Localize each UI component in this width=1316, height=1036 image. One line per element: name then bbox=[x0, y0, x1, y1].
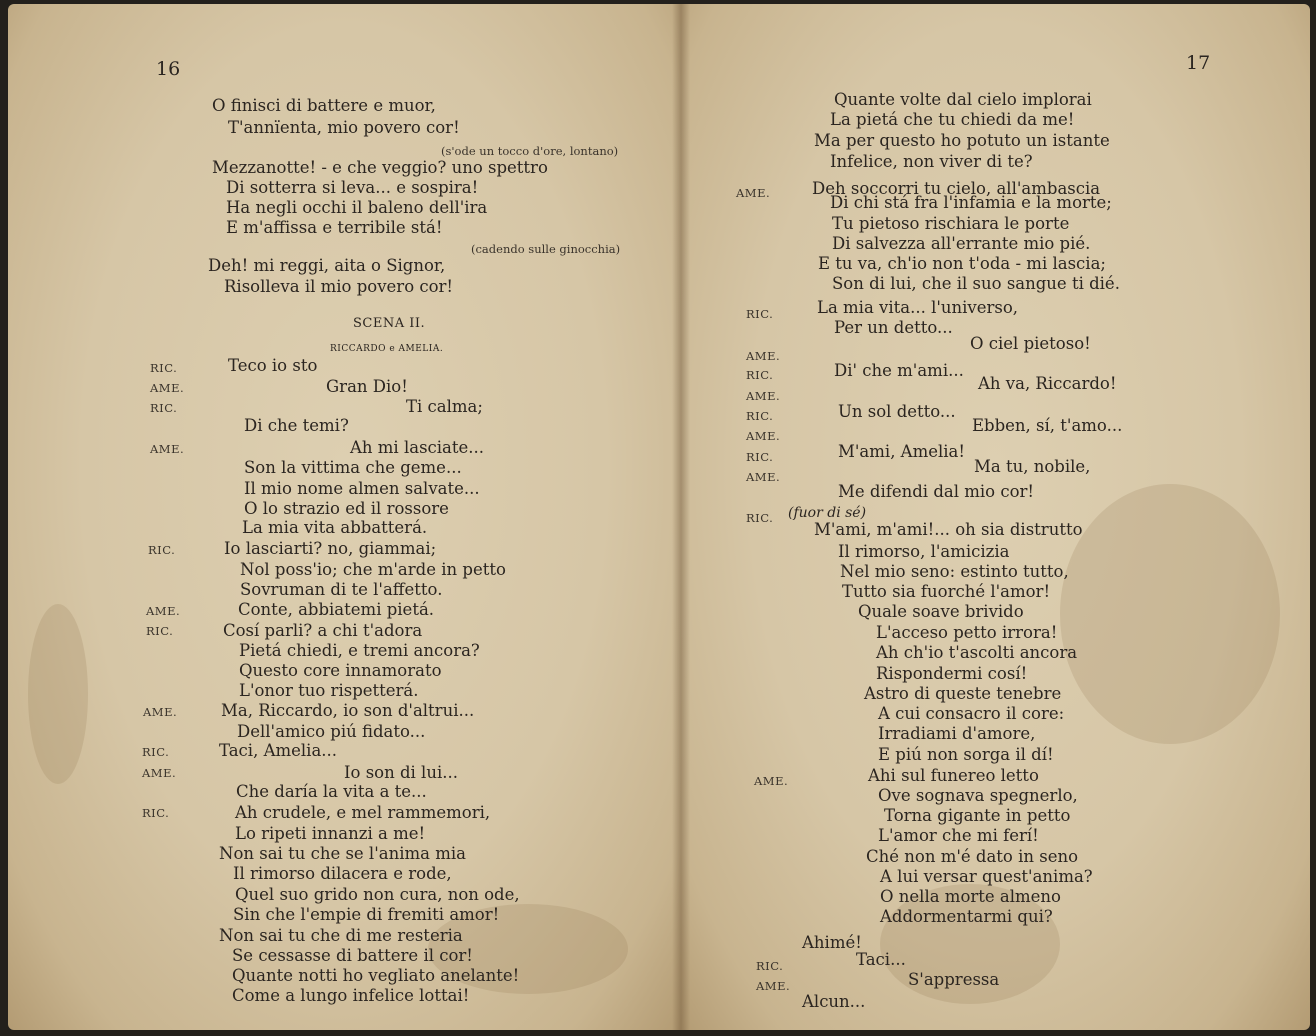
dialogue-line: Cosí parli? a chi t'adora bbox=[223, 621, 423, 640]
speaker-label: RIC. bbox=[142, 806, 170, 820]
dialogue-line: A cui consacro il core: bbox=[878, 704, 1065, 723]
dialogue-line: Ché non m'é dato in seno bbox=[866, 847, 1079, 866]
paper-stain bbox=[28, 604, 88, 784]
dialogue-line: Sin che l'empie di fremiti amor! bbox=[233, 905, 500, 924]
scene-characters: RICCARDO e AMELIA. bbox=[330, 344, 444, 354]
dialogue-line: La mia vita abbatterá. bbox=[242, 518, 428, 537]
dialogue-line: Irradiami d'amore, bbox=[878, 724, 1036, 743]
dialogue-line: Per un detto... bbox=[834, 318, 953, 337]
dialogue-line: Ebben, sí, t'amo... bbox=[972, 416, 1123, 435]
dialogue-line: Conte, abbiatemi pietá. bbox=[238, 600, 435, 619]
dialogue-line: Son la vittima che geme... bbox=[244, 458, 462, 477]
dialogue-line: Taci, Amelia... bbox=[219, 741, 338, 760]
speaker-label: AME. bbox=[142, 766, 177, 780]
dialogue-line: Ah ch'io t'ascolti ancora bbox=[876, 643, 1078, 662]
dialogue-line: Astro di queste tenebre bbox=[864, 684, 1062, 703]
speaker-label: RIC. bbox=[146, 624, 174, 638]
dialogue-line: Gran Dio! bbox=[326, 377, 408, 396]
speaker-label: RIC. bbox=[142, 745, 170, 759]
dialogue-line: Non sai tu che se l'anima mia bbox=[219, 844, 466, 863]
book-spine bbox=[672, 4, 690, 1030]
verse-line: E m'affissa e terribile stá! bbox=[226, 218, 443, 237]
speaker-label: RIC. bbox=[746, 511, 774, 525]
dialogue-line: E tu va, ch'io non t'oda - mi lascia; bbox=[818, 254, 1106, 273]
dialogue-line: Di chi stá fra l'infamia e la morte; bbox=[830, 193, 1112, 212]
dialogue-line: Se cessasse di battere il cor! bbox=[232, 946, 473, 965]
page-number: 17 bbox=[1186, 52, 1211, 74]
dialogue-line: Nol poss'io; che m'arde in petto bbox=[240, 560, 506, 579]
dialogue-line: Tu pietoso rischiara le porte bbox=[832, 214, 1070, 233]
stage-direction: (cadendo sulle ginocchia) bbox=[471, 242, 621, 256]
dialogue-line: Ove sognava spegnerlo, bbox=[878, 786, 1078, 805]
dialogue-line: Di salvezza all'errante mio pié. bbox=[832, 234, 1091, 253]
speaker-label: AME. bbox=[146, 604, 181, 618]
dialogue-line: Ma tu, nobile, bbox=[974, 457, 1091, 476]
dialogue-line: L'acceso petto irrora! bbox=[876, 623, 1058, 642]
dialogue-line: M'ami, Amelia! bbox=[838, 442, 966, 461]
dialogue-line: Non sai tu che di me resteria bbox=[219, 926, 463, 945]
speaker-label: AME. bbox=[736, 186, 771, 200]
dialogue-line: L'onor tuo rispetterá. bbox=[239, 681, 419, 700]
speaker-label: RIC. bbox=[746, 368, 774, 382]
dialogue-line: Sovruman di te l'affetto. bbox=[240, 580, 443, 599]
speaker-label: RIC. bbox=[746, 409, 774, 423]
dialogue-line: O lo strazio ed il rossore bbox=[244, 499, 449, 518]
dialogue-line: Quale soave brivido bbox=[858, 602, 1024, 621]
dialogue-line: S'appressa bbox=[908, 970, 1000, 989]
speaker-label: AME. bbox=[746, 470, 781, 484]
dialogue-line: Un sol detto... bbox=[838, 402, 956, 421]
verse-line: Ha negli occhi il baleno dell'ira bbox=[226, 198, 488, 217]
dialogue-line: O ciel pietoso! bbox=[970, 334, 1091, 353]
speaker-label: AME. bbox=[150, 442, 185, 456]
speaker-label: RIC. bbox=[148, 543, 176, 557]
speaker-label: RIC. bbox=[746, 450, 774, 464]
dialogue-line: O nella morte almeno bbox=[880, 887, 1061, 906]
paper-stain bbox=[1060, 484, 1280, 744]
dialogue-line: Dell'amico piú fidato... bbox=[237, 722, 426, 741]
dialogue-line: Alcun... bbox=[802, 992, 866, 1011]
dialogue-line: Rispondermi cosí! bbox=[876, 664, 1028, 683]
dialogue-line: Ahi sul funereo letto bbox=[868, 766, 1039, 785]
stage-direction: (s'ode un tocco d'ore, lontano) bbox=[441, 144, 619, 158]
dialogue-line: Il rimorso dilacera e rode, bbox=[233, 864, 452, 883]
dialogue-line: La pietá che tu chiedi da me! bbox=[830, 110, 1075, 129]
dialogue-line: Ah va, Riccardo! bbox=[978, 374, 1117, 393]
dialogue-line: Quante volte dal cielo implorai bbox=[834, 90, 1092, 109]
speaker-label: RIC. bbox=[150, 401, 178, 415]
dialogue-line: Ahimé! bbox=[802, 933, 862, 952]
speaker-label: RIC. bbox=[746, 307, 774, 321]
verse-line: T'annïenta, mio povero cor! bbox=[228, 118, 460, 137]
left-page bbox=[8, 4, 680, 1030]
speaker-label: AME. bbox=[746, 349, 781, 363]
verse-line: Mezzanotte! - e che veggio? uno spettro bbox=[212, 158, 548, 177]
right-page bbox=[680, 4, 1310, 1030]
dialogue-line: L'amor che mi ferí! bbox=[878, 826, 1039, 845]
dialogue-line: Lo ripeti innanzi a me! bbox=[235, 824, 426, 843]
dialogue-line: Io lasciarti? no, giammai; bbox=[224, 539, 437, 558]
dialogue-line: Ah mi lasciate... bbox=[350, 438, 485, 457]
speaker-label: RIC. bbox=[150, 361, 178, 375]
verse-line: Risolleva il mio povero cor! bbox=[224, 277, 454, 296]
dialogue-line: Son di lui, che il suo sangue ti dié. bbox=[832, 274, 1120, 293]
dialogue-line: Teco io sto bbox=[228, 356, 318, 375]
dialogue-line: Ma, Riccardo, io son d'altrui... bbox=[221, 701, 475, 720]
speaker-label: AME. bbox=[746, 429, 781, 443]
dialogue-line: Questo core innamorato bbox=[239, 661, 442, 680]
dialogue-line: Nel mio seno: estinto tutto, bbox=[840, 562, 1069, 581]
verse-line: O finisci di battere e muor, bbox=[212, 96, 436, 115]
dialogue-line: Ah crudele, e mel rammemori, bbox=[235, 803, 491, 822]
dialogue-line: Quel suo grido non cura, non ode, bbox=[235, 885, 520, 904]
speaker-label: RIC. bbox=[756, 959, 784, 973]
dialogue-line: Come a lungo infelice lottai! bbox=[232, 986, 470, 1005]
dialogue-line: Il rimorso, l'amicizia bbox=[838, 542, 1010, 561]
dialogue-line: A lui versar quest'anima? bbox=[880, 867, 1093, 886]
verse-line: Di sotterra si leva... e sospira! bbox=[226, 178, 479, 197]
dialogue-line: Torna gigante in petto bbox=[884, 806, 1071, 825]
dialogue-line: Deh soccorri tu cielo, all'ambascia bbox=[812, 179, 1101, 198]
speaker-label: AME. bbox=[150, 381, 185, 395]
speaker-label: AME. bbox=[754, 774, 789, 788]
dialogue-line: Che daría la vita a te... bbox=[236, 782, 427, 801]
dialogue-line: La mia vita... l'universo, bbox=[817, 298, 1019, 317]
scene-heading: SCENA II. bbox=[353, 316, 426, 331]
dialogue-line: Taci... bbox=[856, 950, 906, 969]
verse-line: Deh! mi reggi, aita o Signor, bbox=[208, 256, 446, 275]
dialogue-line: M'ami, m'ami!... oh sia distrutto bbox=[814, 520, 1083, 539]
dialogue-line: Io son di lui... bbox=[344, 763, 458, 782]
dialogue-line: Pietá chiedi, e tremi ancora? bbox=[239, 641, 480, 660]
dialogue-line: Il mio nome almen salvate... bbox=[244, 479, 480, 498]
dialogue-line: Quante notti ho vegliato anelante! bbox=[232, 966, 520, 985]
dialogue-line: Infelice, non viver di te? bbox=[830, 152, 1033, 171]
open-libretto bbox=[8, 4, 1310, 1030]
dialogue-line: Ma per questo ho potuto un istante bbox=[814, 131, 1110, 150]
dialogue-line: Di' che m'ami... bbox=[834, 361, 964, 380]
dialogue-line: Di che temi? bbox=[244, 416, 349, 435]
speaker-label: AME. bbox=[143, 705, 178, 719]
dialogue-line: Ti calma; bbox=[406, 397, 483, 416]
page-number: 16 bbox=[156, 58, 181, 80]
dialogue-line: Tutto sia fuorché l'amor! bbox=[842, 582, 1051, 601]
dialogue-line: Me difendi dal mio cor! bbox=[838, 482, 1035, 501]
dialogue-line: Addormentarmi qui? bbox=[880, 907, 1053, 926]
dialogue-line: E piú non sorga il dí! bbox=[878, 745, 1054, 764]
speaker-label: AME. bbox=[756, 979, 791, 993]
stage-direction: (fuor di sé) bbox=[788, 505, 867, 521]
speaker-label: AME. bbox=[746, 389, 781, 403]
